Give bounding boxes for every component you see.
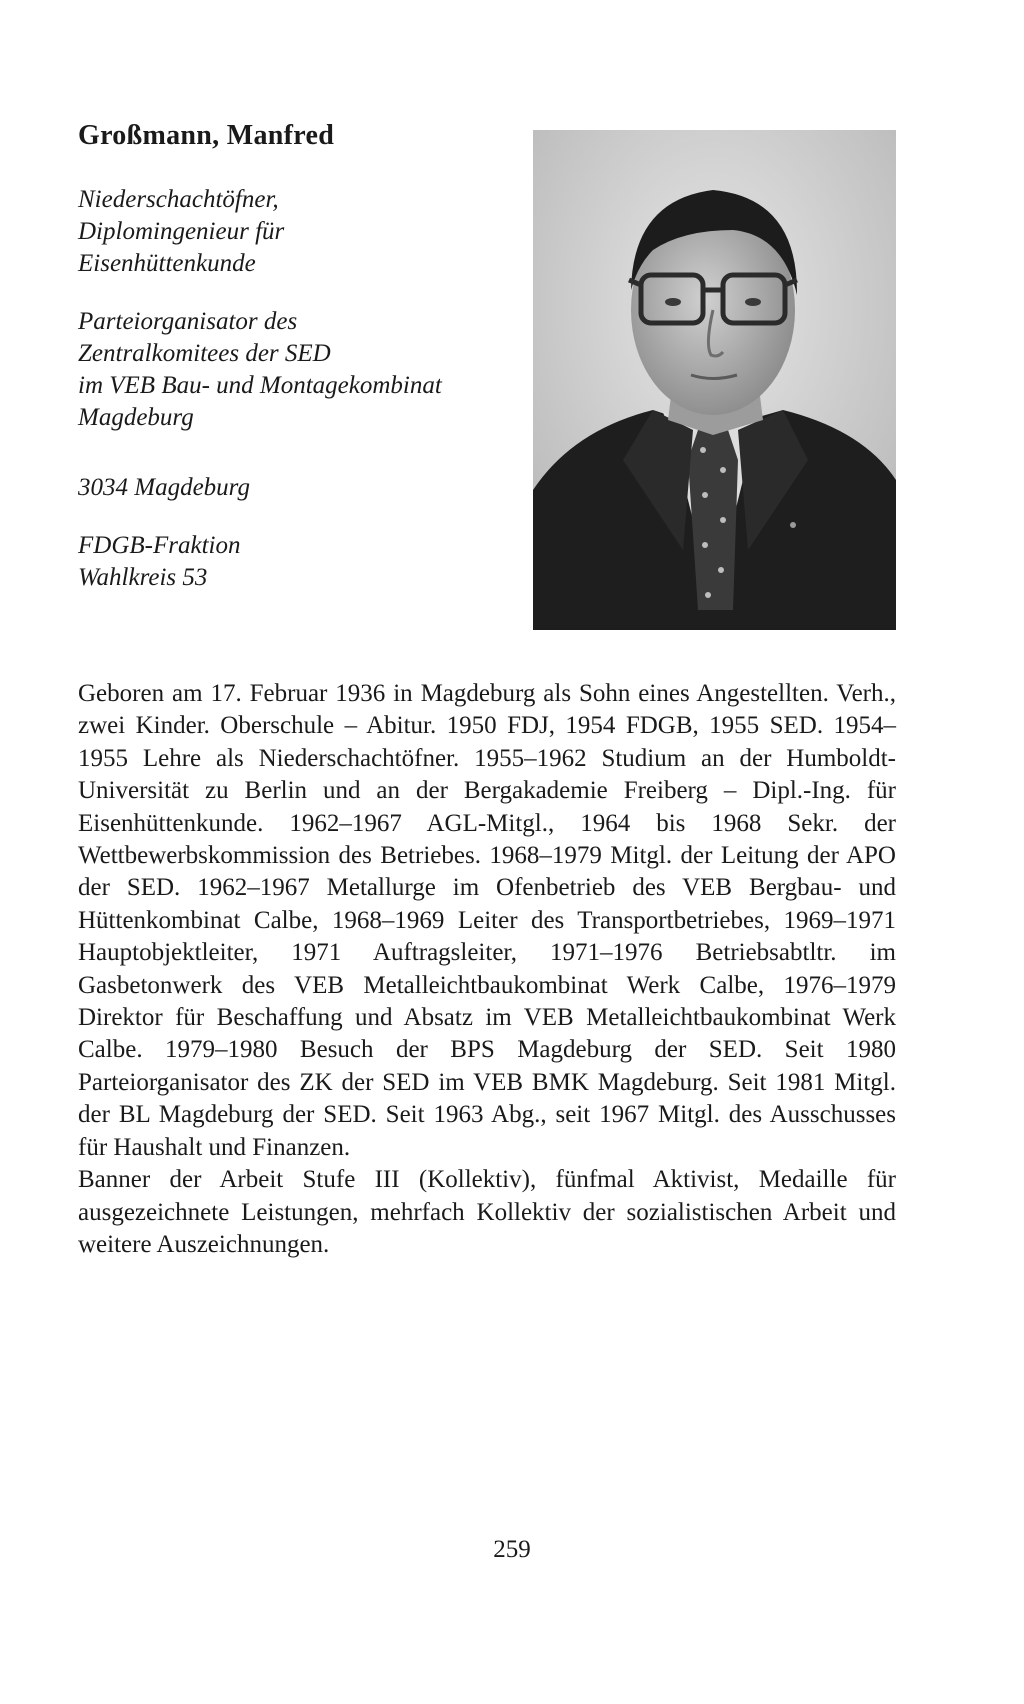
portrait-illustration bbox=[533, 130, 896, 630]
portrait-photo bbox=[533, 130, 896, 630]
fraction-line: FDGB-Fraktion bbox=[78, 532, 241, 559]
biography-paragraph: Geboren am 17. Februar 1936 in Magdeburg als Sohn eines Angestellten. Verh., zwei Kinder. Oberschule – Abitur. 1950 FDJ, 1954 FDGB, 1955 SED. 1954–1955 Lehre als Niederschachtöfner. 1955–1962 Studium an der Humboldt-Universität zu Berlin und an der Bergakademie Freiberg – Dipl.-Ing. für Eisenhüttenkunde. 1962–1967 AGL-Mitgl., 1964 bis 1968 Sekr. der Wettbewerbskommission des Betriebes. 1968–1979 Mitgl. der Leitung der APO der SED. 1962–1967 Metallurge im Ofenbetrieb des VEB Bergbau- und Hüttenkombinat Calbe, 1968–1969 Leiter des Transportbetriebes, 1969–1971 Hauptobjektleiter, 1971 Auftragsleiter, 1971–1976 Betriebsabtltr. im Gasbetonwerk des VEB Metalleichtbaukombinat Werk Calbe, 1976–1979 Direktor für Beschaffung und Absatz im VEB Metalleichtbaukombinat Werk Calbe. 1979–1980 Besuch der BPS Magdeburg der SED. Seit 1980 Parteiorganisator des ZK der SED im VEB BMK Magdeburg. Seit 1981 Mitgl. der BL Magdeburg der SED. Seit 1963 Abg., seit 1967 Mitgl. des Ausschusses für Haushalt und Finanzen. bbox=[78, 680, 896, 1161]
fraction-constituency bbox=[78, 530, 498, 594]
address-line: 3034 Magdeburg bbox=[78, 474, 250, 501]
person-name: Großmann, Manfred bbox=[78, 120, 335, 151]
position-line: Magdeburg bbox=[78, 404, 194, 431]
party-position bbox=[78, 306, 498, 434]
occupation bbox=[78, 184, 498, 280]
address bbox=[78, 472, 498, 504]
position-line: im VEB Bau- und Montagekombinat bbox=[78, 372, 442, 399]
position-line: Zentralkomitees der SED bbox=[78, 340, 331, 367]
occupation-line: Diplomingenieur für bbox=[78, 218, 285, 245]
lapel-pin bbox=[790, 522, 796, 528]
left-eye bbox=[665, 298, 681, 306]
position-line: Parteiorganisator des bbox=[78, 308, 298, 335]
occupation-line: Eisenhüttenkunde bbox=[78, 250, 256, 277]
fraction-line: Wahlkreis 53 bbox=[78, 564, 208, 591]
biography bbox=[78, 678, 896, 1261]
occupation-line: Niederschachtöfner, bbox=[78, 186, 279, 213]
right-eye bbox=[745, 298, 761, 306]
awards-paragraph: Banner der Arbeit Stufe III (Kollektiv), fünfmal Aktivist, Medaille für ausgezeichnete Leistungen, mehrfach Kollektiv der sozialistischen Arbeit und weitere Auszeichnungen. bbox=[78, 1166, 896, 1258]
page-number: 259 bbox=[493, 1536, 531, 1563]
